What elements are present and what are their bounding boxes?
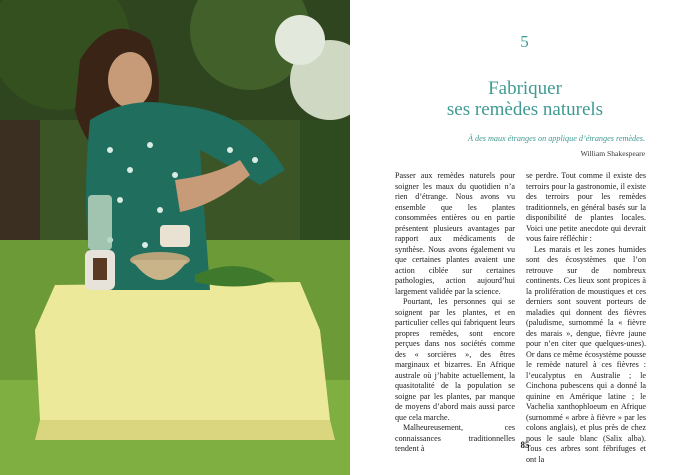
chapter-title-line-1: Fabriquer — [488, 78, 562, 99]
paragraph: Passer aux remèdes naturels pour soigner les maux du quotidien n’a rien d’étrange. Nous avons vu ensemble que les plantes consommées entières ou en partie présentent plusieurs avantages par rapport aux médicaments de synthèse. Nous avons également vu que certaines plantes avaient une action ciblée sur certaines pathologies, action aujourd’hui largement validée par la science. — [395, 171, 515, 296]
body-column-2 — [526, 171, 646, 465]
paragraph: Les marais et les zones humides sont des écosystèmes que l’on retrouve sur de nombreux continents. Ces lieux sont propices à la prolifération de moustiques et ces derniers sont souvent porteurs de maladies qui donnent des fièvres (paludisme, surnommé la « fièvre des marais », dengue, fièvre jaune pour n’en citer que quelques-unes). Or dans ce même écosystème pousse le remède naturel à ces fièvres : l’eucalyptus en Australie ; le Cinchona pubescens qui a donné la quinine en Amérique latine ; le Vachelia xanthophloeum en Afrique (surnommé « arbre à fièvre » par les colons anglais), et plus près de chez nous le saule blanc (Salix alba). Tous ces arbres sont fébrifuges et ont la — [526, 244, 646, 464]
paragraph: se perdre. Tout comme il existe des terroirs pour la gastronomie, il existe des terroirs pour les remèdes traditionnels, en général basés sur la disponibilité de plantes locales. Voici une petite anecdote qui devrait vous faire réfléchir : — [526, 171, 646, 243]
paragraph: Malheureusement, ces connaissances traditionnelles tendent à — [395, 423, 515, 453]
epigraph-quote: À des maux étranges on applique d’étranges remèdes. — [467, 134, 645, 143]
text-page — [350, 0, 700, 475]
paragraph: Pourtant, les personnes qui se soignent par les plantes, et en particulier celles qui fabriquent leurs propres remèdes, sont encore perçues dans nos sociétés comme des « sorcières », des êtres marginaux et bizarres. En Afrique australe où j’habite actuellement, la quasitotalité de la population se soigne par les plantes, par manque de moyens d’abord mais aussi parce que cela marche. — [395, 297, 515, 422]
page-number: 85 — [520, 440, 530, 450]
chapter-title-line-2: ses remèdes naturels — [446, 99, 604, 120]
body-column-1 — [395, 171, 515, 465]
body-columns — [395, 171, 646, 465]
epigraph-author: William Shakespeare — [580, 149, 645, 158]
chapter-title — [350, 78, 700, 120]
chapter-number: 5 — [520, 32, 530, 51]
